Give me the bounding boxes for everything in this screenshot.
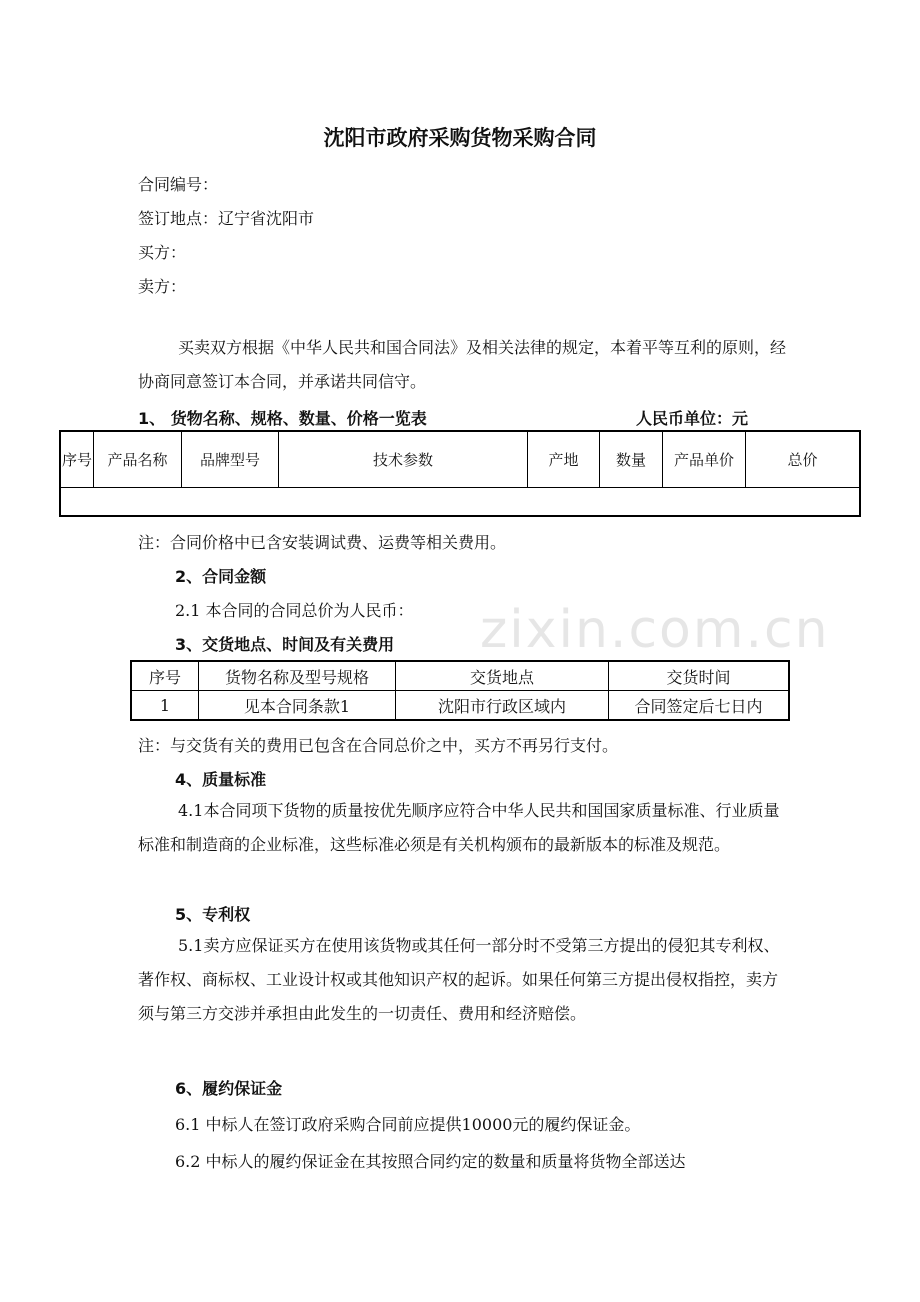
table-header-row (60, 431, 860, 488)
price-note: 注：合同价格中已含安装调试费、运费等相关费用。 (138, 533, 507, 552)
table-header-cell: 序号 (131, 661, 199, 691)
table-header-cell: 产品单价 (663, 431, 746, 488)
table-header-row (131, 661, 789, 691)
table-row (60, 488, 860, 517)
section-4-paragraph: 4.1本合同项下货物的质量按优先顺序应符合中华人民共和国国家质量标准、行业质量标准和制造商的企业标准，这些标准必须是有关机构颁布的最新版本的标准及规范。 (138, 801, 780, 854)
table-cell (60, 488, 860, 517)
sign-place: 签订地点：辽宁省沈阳市 (138, 209, 315, 228)
seller-label: 卖方： (138, 277, 187, 296)
section-1-heading: 1、 货物名称、规格、数量、价格一览表 (138, 409, 427, 428)
goods-price-table (59, 430, 861, 517)
section-2-heading: 2、合同金额 (175, 567, 267, 586)
section-2-item: 2.1 本合同的合同总价为人民币： (175, 601, 414, 620)
table-header-cell: 货物名称及型号规格 (199, 661, 396, 691)
delivery-note: 注：与交货有关的费用已包含在合同总价之中，买方不再另行支付。 (138, 736, 619, 755)
table-header-cell: 总价 (746, 431, 861, 488)
table-header-cell: 品牌型号 (182, 431, 279, 488)
document-title: 沈阳市政府采购货物采购合同 (323, 125, 597, 150)
watermark: zixin.com.cn (480, 600, 830, 660)
delivery-table (130, 660, 790, 721)
table-header-cell: 产品名称 (94, 431, 182, 488)
currency-unit: 人民币单位：元 (636, 409, 749, 428)
table-header-cell: 产地 (528, 431, 600, 488)
contract-number-label: 合同编号： (138, 175, 219, 194)
section-6-item-2: 6.2 中标人的履约保证金在其按照合同约定的数量和质量将货物全部送达 (175, 1152, 686, 1171)
buyer-label: 买方： (138, 243, 187, 262)
table-cell: 合同签定后七日内 (609, 691, 790, 721)
table-cell: 沈阳市行政区域内 (396, 691, 609, 721)
section-5-paragraph: 5.1卖方应保证买方在使用该货物或其任何一部分时不受第三方提出的侵犯其专利权、 著作权、商标权、工业设计权或其他知识产权的起诉。如果任何第三方提出侵权指控，卖方须与第三方交涉并承担由此发生的一切责任、费用和经济赔偿。 (138, 936, 780, 1023)
section-4-heading: 4、质量标准 (175, 770, 267, 789)
section-5-heading: 5、专利权 (175, 905, 251, 924)
table-header-cell: 技术参数 (279, 431, 528, 488)
table-header-cell: 序号 (60, 431, 94, 488)
table-cell: 见本合同条款1 (199, 691, 396, 721)
section-6-item-1: 6.1 中标人在签订政府采购合同前应提供10000元的履约保证金。 (175, 1115, 641, 1134)
table-header-cell: 交货地点 (396, 661, 609, 691)
table-header-cell: 数量 (600, 431, 663, 488)
section-6-heading: 6、履约保证金 (175, 1079, 283, 1098)
section-3-heading: 3、交货地点、时间及有关费用 (175, 635, 395, 654)
table-cell: 1 (131, 691, 199, 721)
intro-paragraph: 买卖双方根据《中华人民共和国合同法》及相关法律的规定，本着平等互利的原则，经协商同意签订本合同，并承诺共同信守。 (138, 338, 787, 391)
table-row (131, 691, 789, 721)
table-header-cell: 交货时间 (609, 661, 790, 691)
